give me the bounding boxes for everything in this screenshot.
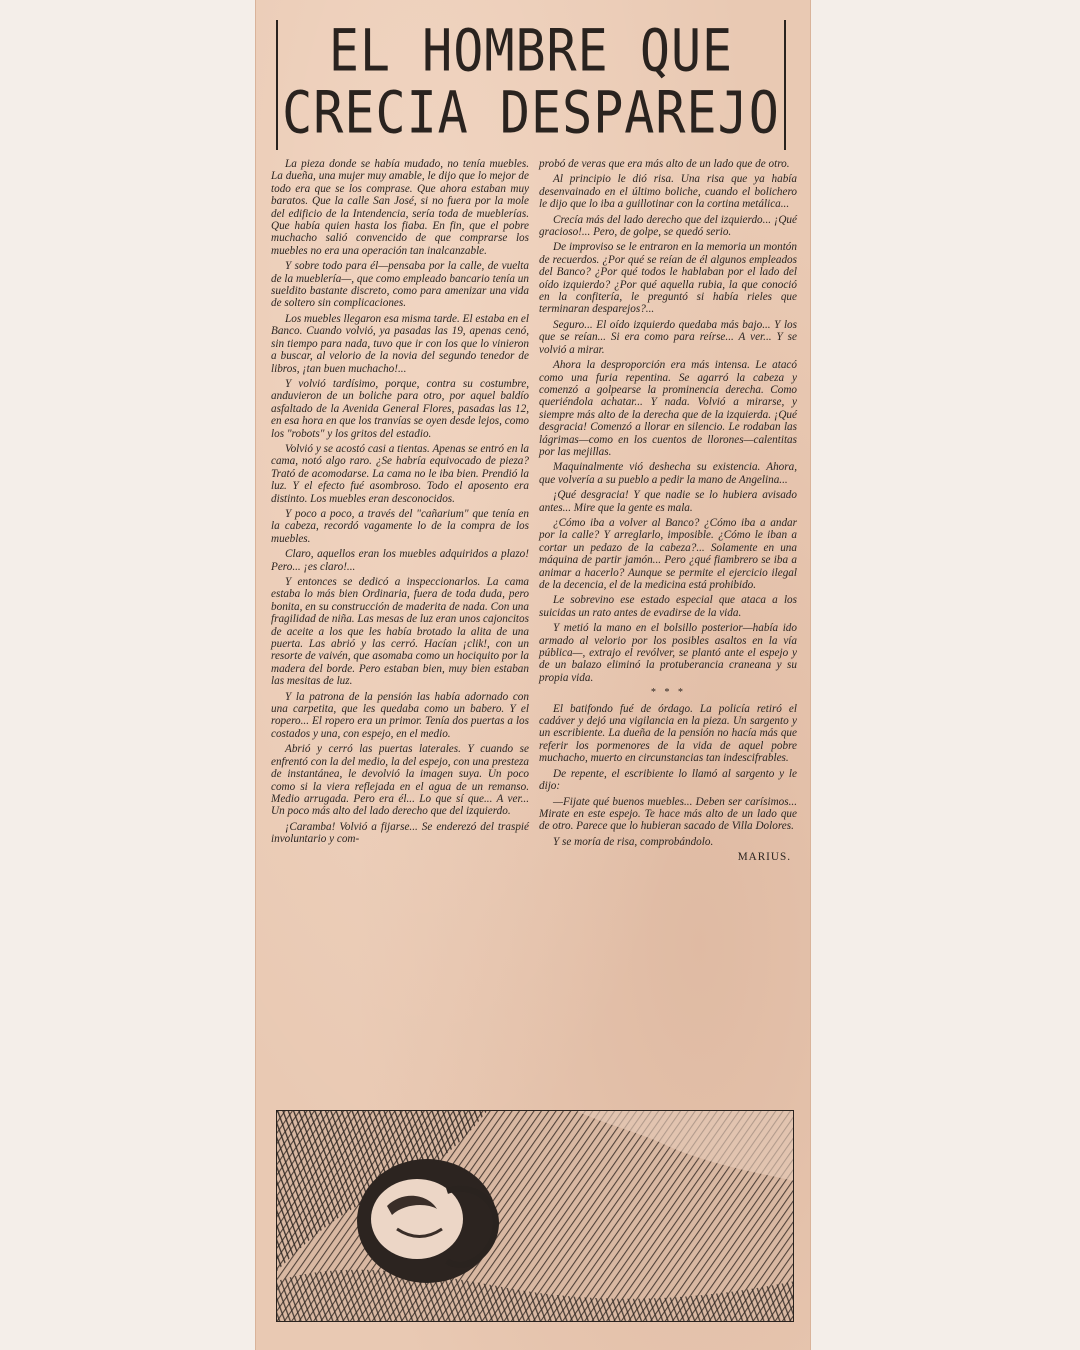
paragraph: Crecía más del lado derecho que del izquierdo... ¡Qué gracioso!... Pero, de golpe, se quedó serio. <box>539 213 797 239</box>
paragraph: Y metió la mano en el bolsillo posterior—había ido armado al velorio por los posibles asaltos en la vía pública—, extrajo el revólver, se plantó ante el espejo y de un balazo eliminó la protuberancia craneana y su propia vida. <box>539 622 797 684</box>
paragraph: Y poco a poco, a través del "cañarium" que tenía en la cabeza, recordó vagamente lo de la compra de los muebles. <box>271 507 529 545</box>
paragraph: Y sobre todo para él—pensaba por la calle, de vuelta de la mueblería—, que como empleado bancario tenía un sueldito bastante discreto, como para amenizar una vida de soltero sin complicaciones. <box>271 260 529 310</box>
newspaper-clipping <box>256 0 810 1350</box>
paragraph: Seguro... El oído izquierdo quedaba más bajo... Y los que se reían... Si era como para reírse... A ver... Y se volvió a mirar. <box>539 318 797 356</box>
right-column <box>539 158 797 864</box>
illustration-drawing <box>277 1111 794 1322</box>
paragraph: ¡Caramba! Volvió a fijarse... Se enderezó del traspié involuntario y com- <box>271 820 529 846</box>
author-signature: MARIUS. <box>737 851 791 864</box>
paragraph: Maquinalmente vió deshecha su existencia. Ahora, que volvería a su pueblo a pedir la mano de Angelina... <box>539 461 797 486</box>
paragraph: Ahora la desproporción era más intensa. Le atacó como una furia repentina. Se agarró la cabeza y comenzó a golpearse la prominencia derecha. Como queriéndola achatar... Y nada. Volvió a mirarse, y siempre más alto de la derecha que de la izquierda. ¡Qué desgracia! Comenzó a llorar en silencio. Le rodaban las lágrimas—como en los cuentos de llorones—calentitas por las mejillas. <box>539 359 797 458</box>
paragraph: Al principio le dió risa. Una risa que ya había desenvainado en el último boliche, cuando el bolichero le dijo que lo iba a guillotinar con la cortina metálica... <box>539 173 797 211</box>
left-column <box>271 158 529 849</box>
paragraph: Y se moría de risa, comprobándolo. <box>553 835 714 848</box>
paragraph: Volvió y se acostó casi a tientas. Apenas se entró en la cama, notó algo raro. ¿Se habría equivocado de pieza? Trató de acomodarse. La cama no le iba bien. Prendió la luz. Y el efecto fué asombroso. Todo el aposento era distinto. Los muebles eran desconocidos. <box>271 442 529 505</box>
paragraph: Le sobrevino ese estado especial que ataca a los suicidas un rato antes de evadirse de la vida. <box>539 594 797 619</box>
section-separator: * * * <box>650 687 686 699</box>
paragraph: Y la patrona de la pensión las había adornado con una carpetita, que les quedaba como un babero. Y el ropero... El ropero era un primor. Tenía dos puertas a los costados y una, con espejo, en el medio. <box>271 690 529 740</box>
paragraph: De improviso se le entraron en la memoria un montón de recuerdos. ¿Por qué se reían de él algunos empleados del Banco? ¿Por qué todos le hablaban por el lado del oído izquierdo? ¿Por qué aquella rubia, la que conoció en la confitería, le preguntó si había rieles que terminaran desparejos?... <box>539 241 797 316</box>
headline-line-1: EL HOMBRE QUE <box>328 17 734 85</box>
paragraph: Claro, aquellos eran los muebles adquiridos a plazo! Pero... ¡es claro!... <box>271 548 529 573</box>
paragraph: De repente, el escribiente lo llamó al sargento y le dijo: <box>539 767 797 793</box>
paragraph: Los muebles llegaron esa misma tarde. El estaba en el Banco. Cuando volvió, ya pasadas las 19, apenas cenó, sin tiempo para nada, tuvo que ir con los que lo vinieron a buscar, al velorio de la novia del segundo tenedor de libros, ¡tan buen muchacho!... <box>271 312 529 375</box>
paragraph: Abrió y cerró las puertas laterales. Y cuando se enfrentó con la del medio, la del espejo, con una presteza de instantánea, le devolvió la imagen suya. Un poco como si la viera reflejada en el agua de un remanso. Medio arrugada. Pero era él... Lo que sí que... A ver... Un poco más alto del lado derecho que del izquierdo. <box>271 743 529 818</box>
paragraph: La pieza donde se había mudado, no tenía muebles. La dueña, una mujer muy amable, le dijo que lo mejor de todo era que se los comprase. Que ahora estaban muy baratos. Que la calle San José, si no fuera por la mole del edificio de la Intendencia, sería toda de mueblerías. Que había quien hasta los fiaba. En fin, que el pobre muchacho salió convencido de que comprarse los muebles no era una operación tan inalcanzable. <box>271 158 529 257</box>
paragraph: Y volvió tardísimo, porque, contra su costumbre, anduvieron de un boliche para otro, por aquel baldío asfaltado de la Avenida General Flores, pasadas las 12, en esa hora en que los tranvías se oyen desde lejos, como los "robots" y los gritos del estadio. <box>271 377 529 440</box>
paragraph: —Fijate qué buenos muebles... Deben ser carísimos... Mirate en este espejo. Te hace más alto de un lado que de otro. Parece que lo hubieran sacado de Villa Dolores. <box>539 795 797 833</box>
headline-box <box>276 17 786 150</box>
paragraph: Y entonces se dedicó a inspeccionarlos. La cama estaba lo más bien Ordinaria, fuera de toda duda, pero bonita, en su construcción de maderita de nada. Con una fragilidad de niña. Las mesas de luz eran unos cajoncitos de aceite a los que les había brotado la alita de una puerta. Las abrió y las cerró. Hacían ¡clik!, con un resorte de vaivén, que asomaba como un hociquito por la madera del borde. Pero estaban bien, muy bien estaban las mesitas de luz. <box>271 576 529 688</box>
woodcut-illustration <box>276 1110 794 1322</box>
paragraph: ¿Cómo iba a volver al Banco? ¿Cómo iba a andar por la calle? Y arreglarlo, imposible. ¿Cómo le iban a cortar un pedazo de la cabeza?... Solamente en una máquina de partir jamón... Pero ¿qué fiambrero se iba a animar a hacerlo? Aunque se permite el ejercicio ilegal de la decencia, el de la medicina está prohibido. <box>539 516 797 591</box>
paragraph: ¡Qué desgracia! Y que nadie se lo hubiera avisado antes... Mire que la gente es mala. <box>539 489 797 514</box>
paragraph: probó de veras que era más alto de un lado que de otro. <box>539 158 790 170</box>
headline-line-2: CRECIA DESPAREJO <box>282 79 780 147</box>
paragraph: El batifondo fué de órdago. La policía retiró el cadáver y dejó una vigilancia en la pieza. Un sargento y un escribiente. La dueña de la pensión no hacía más que referir los pormenores de la vida de aquel pobre muchacho, muerto en circunstancias tan indescifrables. <box>539 702 797 765</box>
